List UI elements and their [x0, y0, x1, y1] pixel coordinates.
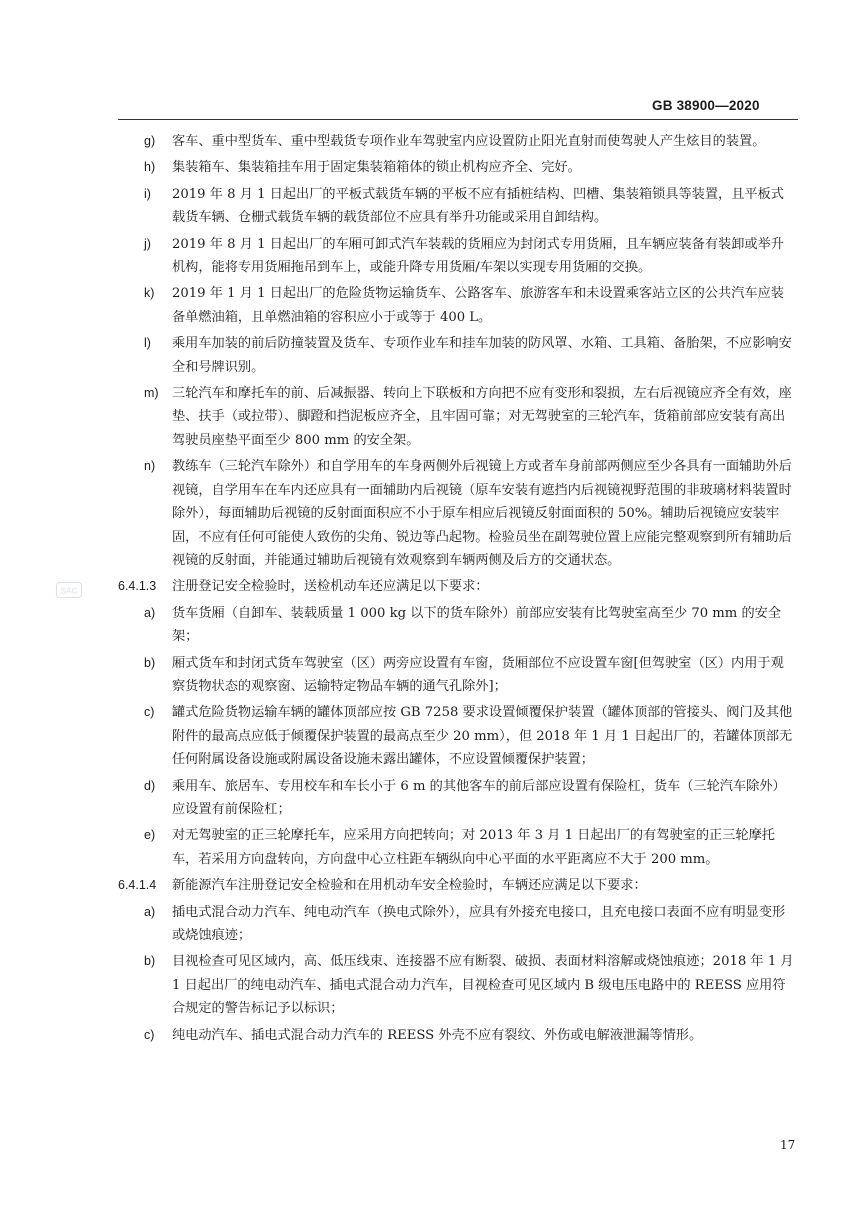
item-text: 纯电动汽车、插电式混合动力汽车的 REESS 外壳不应有裂纹、外伤或电解液泄漏等情形。	[172, 1027, 703, 1043]
item-label: j)	[144, 236, 151, 251]
page-number: 17	[780, 1138, 796, 1152]
item-label: a)	[144, 904, 156, 919]
list-item-c	[0, 701, 796, 771]
item-label: g)	[144, 134, 156, 148]
clause-6-4-1-4-list	[0, 901, 860, 1047]
item-label: b)	[144, 655, 156, 670]
clause-6-4-1-3-heading	[0, 575, 796, 598]
list-item-m	[0, 382, 796, 452]
item-text: 三轮汽车和摩托车的前、后减振器、转向上下联板和方向把不应有变形和裂损，左右后视镜应齐全有效，座垫、扶手（或拉带）、脚蹬和挡泥板应齐全，且牢固可靠；对无驾驶室的三轮汽车，货箱前部应安装有高出驾驶员座垫平面至少 800 mm 的安全架。	[172, 386, 792, 448]
list-item-c	[0, 1024, 796, 1047]
list-item-e	[0, 824, 796, 871]
clause-intro: 注册登记安全检验时，送检机动车还应满足以下要求：	[172, 579, 489, 595]
item-label: m)	[144, 386, 159, 401]
item-text: 货车货厢（自卸车、装载质量 1 000 kg 以下的货车除外）前部应安装有比驾驶室高至少 70 mm 的安全架；	[172, 605, 782, 645]
item-label: b)	[144, 954, 156, 969]
item-label: l)	[144, 336, 151, 351]
clause-intro: 新能源汽车注册登记安全检验和在用机动车安全检验时，车辆还应满足以下要求：	[172, 878, 647, 894]
requirements-list-g-to-n	[0, 130, 860, 572]
item-label: n)	[144, 459, 156, 474]
standard-code: GB 38900—2020	[652, 98, 760, 113]
item-label: a)	[144, 605, 156, 620]
item-text: 厢式货车和封闭式货车驾驶室（区）两旁应设置有车窗，货厢部位不应设置车窗[但驾驶室（区）内用于观察货物状态的观察窗、运输特定物品车辆的通气孔除外]；	[172, 655, 784, 694]
list-item-l	[0, 332, 796, 379]
list-item-a	[0, 602, 796, 649]
list-item-n	[0, 455, 796, 572]
item-label: e)	[144, 828, 156, 843]
list-item-g	[0, 130, 796, 153]
item-text: 乘用车、旅居车、专用校车和车长小于 6 m 的其他客车的前后部应设置有保险杠，货车（三轮汽车除外）应设置有前保险杠；	[172, 778, 786, 817]
list-item-i	[0, 183, 796, 230]
list-item-a	[0, 901, 796, 948]
item-text: 插电式混合动力汽车、纯电动汽车（换电式除外），应具有外接充电接口，且充电接口表面不应有明显变形或烧蚀痕迹；	[172, 904, 786, 943]
clause-number: 6.4.1.4	[118, 878, 157, 893]
item-text: 集装箱车、集装箱挂车用于固定集装箱箱体的锁止机构应齐全、完好。	[172, 160, 581, 176]
item-text: 教练车（三轮汽车除外）和自学用车的车身两侧外后视镜上方或者车身前部两侧应至少各具有一面辅助外后视镜，自学用车在车内还应具有一面辅助内后视镜（原车安装有遮挡内后视镜视野范围的非玻璃材料装置时除外），每面辅助后视镜的反射面面积应不小于原车相应后视镜反射面面积的 50%。辅助后视镜应安装牢固，不应有任何可能使人致伤的尖角、锐边等凸起物。检验员坐在副驾驶位置上应能完整观察到所有辅助后视镜的反射面，并能通过辅助后视镜有效观察到车辆两侧及后方的交通状态。	[172, 459, 792, 568]
list-item-b	[0, 652, 796, 699]
item-text: 2019 年 1 月 1 日起出厂的危险货物运输货车、公路客车、旅游客车和未设置乘客站立区的公共汽车应装备单燃油箱，且单燃油箱的容积应小于或等于 400 L。	[172, 286, 784, 325]
clause-6-4-1-4-heading	[0, 874, 796, 897]
header-rule	[118, 119, 798, 120]
list-item-k	[0, 282, 796, 329]
clause-number: 6.4.1.3	[118, 579, 157, 594]
item-text: 客车、重中型货车、重中型载货专项作业车驾驶室内应设置防止阳光直射而使驾驶人产生炫目的装置。	[172, 134, 766, 149]
clause-6-4-1-3-list	[0, 602, 860, 871]
item-label: k)	[144, 286, 155, 301]
item-label: c)	[144, 705, 155, 720]
item-text: 乘用车加装的前后防撞装置及货车、专项作业车和挂车加装的防风罩、水箱、工具箱、备胎架，不应影响安全和号牌识别。	[172, 336, 792, 375]
list-item-b	[0, 950, 796, 1020]
svg-text:SAC: SAC	[60, 586, 78, 596]
item-label: h)	[144, 160, 156, 175]
item-text: 2019 年 8 月 1 日起出厂的车厢可卸式汽车装载的货厢应为封闭式专用货厢，且车辆应装备有装卸或举升机构，能将专用货厢拖吊到车上，或能升降专用货厢/车架以实现专用货厢的交换。	[172, 236, 784, 276]
list-item-j	[0, 233, 796, 280]
list-item-d	[0, 775, 796, 822]
item-text: 罐式危险货物运输车辆的罐体顶部应按 GB 7258 要求设置倾覆保护装置（罐体顶部的管接头、阀门及其他附件的最高点应低于倾覆保护装置的最高点至少 20 mm），但 2018 年 1 月 1 日起出厂的，若罐体顶部无任何附属设备设施或附属设备设施未露出罐体，不应设置倾覆保护装置；	[172, 705, 793, 768]
document-body	[0, 130, 860, 1050]
item-label: d)	[144, 778, 156, 793]
list-item-h	[0, 156, 796, 179]
item-label: c)	[144, 1027, 155, 1042]
item-text: 2019 年 8 月 1 日起出厂的平板式载货车辆的平板不应有插桩结构、凹槽、集装箱锁具等装置，且平板式载货车辆、仓栅式载货车辆的载货部位不应具有举升功能或采用自卸结构。	[172, 186, 784, 226]
item-text: 目视检查可见区域内，高、低压线束、连接器不应有断裂、破损、表面材料溶解或烧蚀痕迹；2018 年 1 月 1 日起出厂的纯电动汽车、插电式混合动力汽车，目视检查可见区域内 B 级电压电路中的 REESS 应用符合规定的警告标记予以标识；	[172, 954, 794, 1017]
item-text: 对无驾驶室的正三轮摩托车，应采用方向把转向；对 2013 年 3 月 1 日起出厂的有驾驶室的正三轮摩托车，若采用方向盘转向，方向盘中心立柱距车辆纵向中心平面的水平距离应不大于 200 mm。	[172, 828, 775, 867]
item-label: i)	[144, 186, 151, 201]
